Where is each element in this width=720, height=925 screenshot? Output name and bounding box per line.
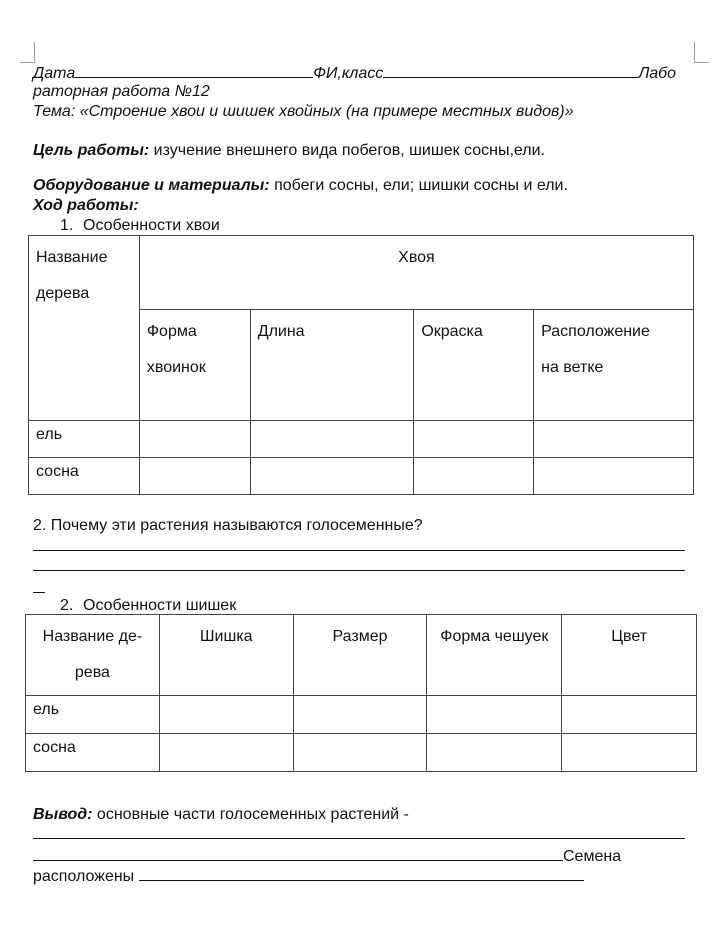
conclusion-label: Вывод: <box>33 806 93 823</box>
seeds-line-1 <box>33 845 621 867</box>
answer-line-2[interactable] <box>33 570 685 571</box>
table-cell[interactable] <box>414 458 534 495</box>
equipment-label: Оборудование и материалы: <box>33 177 270 194</box>
table-cell[interactable] <box>250 421 414 458</box>
table-row <box>29 421 694 458</box>
conclusion-answer-line[interactable] <box>33 838 685 839</box>
section1-title: Особенности хвои <box>83 217 220 234</box>
cones-table-header-row <box>26 615 697 696</box>
table-cell[interactable] <box>534 458 694 495</box>
date-label: Дата <box>33 65 76 82</box>
seeds-blank-2[interactable] <box>139 865 584 881</box>
lab-title: раторная работа №12 <box>33 83 210 100</box>
table-cell[interactable] <box>293 734 427 772</box>
answer-line-1[interactable] <box>33 550 685 551</box>
date-blank[interactable] <box>75 62 313 78</box>
crop-mark-top-left <box>20 42 35 63</box>
table-row <box>29 458 694 495</box>
table-cell[interactable] <box>427 734 562 772</box>
equipment-line <box>33 176 568 196</box>
cones-table <box>25 614 697 772</box>
crop-mark-top-right <box>694 42 709 63</box>
name-class-blank[interactable] <box>383 62 638 78</box>
col-needles: Хвоя <box>139 236 693 310</box>
col-needle-position-line1: Расположение <box>541 323 650 340</box>
table-cell[interactable] <box>159 734 293 772</box>
col-tree-name-2-line2: рева <box>74 664 110 681</box>
table-row <box>26 696 697 734</box>
row-label-pine: сосна <box>29 458 140 495</box>
row-label-spruce-2: ель <box>26 696 160 734</box>
table-cell[interactable] <box>562 734 697 772</box>
table-cell[interactable] <box>414 421 534 458</box>
col-needle-shape-line2: хвоинок <box>146 359 206 376</box>
lab-prefix: Лабо <box>638 65 677 82</box>
col-tree-name <box>29 236 140 421</box>
header-line <box>33 62 676 84</box>
needles-table-header-row <box>29 236 694 310</box>
question-2: 2. Почему эти растения называются голосеменные? <box>33 517 423 534</box>
seeds-located-label: расположены <box>33 868 135 885</box>
goal-line <box>33 141 545 161</box>
seeds-line-2 <box>33 865 584 887</box>
col-tree-name-line1: Название <box>36 249 108 266</box>
needles-table <box>28 235 694 495</box>
col-needle-shape <box>139 310 250 421</box>
col-tree-name-line2: дерева <box>36 285 90 302</box>
table-cell[interactable] <box>562 696 697 734</box>
table-cell[interactable] <box>293 696 427 734</box>
section2-number: 2. <box>60 597 74 614</box>
table-cell[interactable] <box>534 421 694 458</box>
table-cell[interactable] <box>139 421 250 458</box>
col-cone: Шишка <box>159 615 293 696</box>
table-row <box>26 734 697 772</box>
seeds-blank-1[interactable] <box>33 845 563 861</box>
goal-label: Цель работы: <box>33 142 150 159</box>
table-cell[interactable] <box>250 458 414 495</box>
answer-line-3[interactable] <box>33 592 45 593</box>
table-cell[interactable] <box>159 696 293 734</box>
equipment-text: побеги сосны, ели; шишки сосны и ели. <box>269 177 568 194</box>
seeds-label: Семена <box>563 848 622 865</box>
row-label-pine-2: сосна <box>26 734 160 772</box>
col-needle-length: Длина <box>250 310 414 421</box>
col-needle-color: Окраска <box>414 310 534 421</box>
section1-number: 1. <box>60 217 74 234</box>
row-label-spruce: ель <box>29 421 140 458</box>
progress-label: Ход работы: <box>33 197 139 214</box>
col-cone-color: Цвет <box>562 615 697 696</box>
col-tree-name-2-line1: Название де- <box>42 628 143 645</box>
col-needle-position-line2: на ветке <box>541 359 604 376</box>
col-size: Размер <box>293 615 427 696</box>
col-needle-shape-line1: Форма <box>146 323 197 340</box>
col-tree-name-2 <box>26 615 160 696</box>
table-cell[interactable] <box>427 696 562 734</box>
name-class-label: ФИ,класс <box>313 65 384 82</box>
section2-title: Особенности шишек <box>83 597 237 614</box>
table-cell[interactable] <box>139 458 250 495</box>
col-scale-shape: Форма чешуек <box>427 615 562 696</box>
conclusion-line <box>33 805 409 825</box>
goal-text: изучение внешнего вида побегов, шишек сосны,ели. <box>149 142 545 159</box>
topic: Тема: «Строение хвои и шишек хвойных (на примере местных видов)» <box>33 103 574 120</box>
conclusion-text: основные части голосеменных растений - <box>92 806 409 823</box>
col-needle-position <box>534 310 694 421</box>
